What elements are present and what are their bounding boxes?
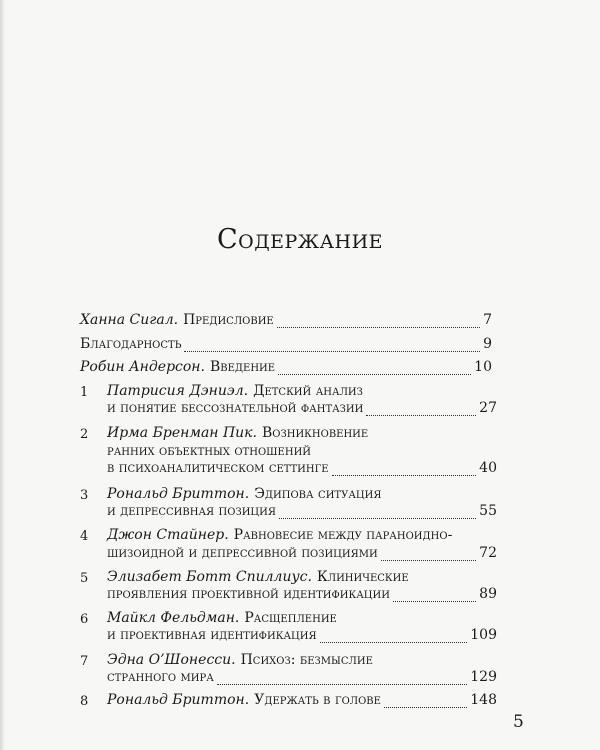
chapter-number: 5: [80, 571, 89, 586]
entry-page: 109: [470, 627, 497, 643]
entry-author: Ирма Бренман Пик.: [107, 425, 257, 441]
dot-leader: [217, 684, 467, 685]
entry-title-line2: странного мира: [107, 669, 214, 685]
entry-page: 10: [474, 359, 492, 375]
dot-leader: [279, 518, 476, 519]
entry-title-line1: Удержать в голове: [254, 692, 381, 708]
toc-entry-foreword[interactable]: [80, 312, 492, 332]
toc-entry-chapter-2-line3[interactable]: [107, 460, 497, 480]
entry-title-line1: Клинические: [316, 569, 409, 585]
entry-author: Ханна Сигал.: [80, 312, 179, 328]
chapter-number: 3: [80, 488, 89, 503]
entry-author: Робин Андерсон.: [80, 359, 205, 375]
toc-entry-chapter-2[interactable]: [107, 425, 497, 445]
entry-title-line1: Равновесие между параноидно-: [233, 527, 453, 543]
toc-entry-chapter-3-cont[interactable]: [107, 503, 497, 523]
entry-title-line3: в психоаналитическом сеттинге: [107, 460, 329, 476]
toc-entry-chapter-1-cont[interactable]: [107, 400, 497, 420]
entry-page: 148: [470, 692, 497, 708]
entry-title-line1: Эдипова ситуация: [254, 486, 382, 502]
entry-title-line2: и проективная идентификация: [107, 627, 317, 643]
chapter-number: 2: [80, 427, 89, 442]
toc-entry-chapter-8[interactable]: [107, 692, 497, 712]
dot-leader: [366, 415, 476, 416]
dot-leader: [277, 327, 480, 328]
toc-entry-chapter-4-cont[interactable]: [107, 545, 497, 565]
toc-entry-chapter-6-cont[interactable]: [107, 627, 497, 647]
chapter-number: 1: [80, 385, 89, 400]
entry-author: Патрисия Дэниэл.: [107, 383, 249, 399]
entry-author: Рональд Бриттон.: [107, 692, 250, 708]
entry-page: 129: [470, 669, 497, 685]
entry-page: 55: [479, 503, 497, 519]
entry-page: 89: [479, 586, 497, 602]
dot-leader: [381, 560, 477, 561]
page-title: Содержание: [216, 224, 384, 255]
page-number: 5: [513, 712, 524, 732]
entry-page: 27: [479, 400, 497, 416]
entry-title-line1: Психоз: безмыслие: [240, 652, 373, 668]
entry-title-line2: шизоидной и депрессивной позициями: [107, 545, 378, 561]
entry-title: Предисловие: [183, 312, 274, 328]
dot-leader: [320, 642, 468, 643]
entry-page: 9: [483, 336, 492, 352]
toc-entry-chapter-4[interactable]: [107, 527, 497, 547]
entry-author: Джон Стайнер.: [107, 527, 229, 543]
entry-title-line2: ранних объектных отношений: [107, 443, 312, 459]
chapter-number: 4: [80, 529, 89, 544]
entry-title-line1: Детский анализ: [253, 383, 363, 399]
dot-leader: [393, 601, 476, 602]
dot-leader: [384, 707, 467, 708]
dot-leader: [278, 374, 471, 375]
chapter-number: 6: [80, 612, 89, 627]
entry-title-line1: Возникновение: [262, 425, 369, 441]
dot-leader: [184, 351, 480, 352]
toc-entry-chapter-5-cont[interactable]: [107, 586, 497, 606]
entry-title: Введение: [209, 359, 276, 375]
chapter-number: 7: [80, 654, 89, 669]
entry-title: Благодарность: [80, 336, 182, 352]
entry-author: Эдна О’Шонесси.: [107, 652, 236, 668]
dot-leader: [332, 475, 477, 476]
chapter-number: 8: [80, 694, 89, 709]
entry-title-line2: и понятие бессознательной фантазии: [107, 400, 364, 416]
toc-entry-introduction[interactable]: [80, 359, 492, 379]
entry-author: Элизабет Ботт Спиллиус.: [107, 569, 312, 585]
entry-author: Майкл Фельдман.: [107, 610, 240, 626]
entry-page: 7: [483, 312, 492, 328]
toc-entry-chapter-7-cont[interactable]: [107, 669, 497, 689]
entry-title-line2: и депрессивная позиция: [107, 503, 276, 519]
entry-title-line1: Расщепление: [244, 610, 337, 626]
entry-page: 72: [479, 545, 497, 561]
entry-author: Рональд Бриттон.: [107, 486, 250, 502]
toc-entry-acknowledgements[interactable]: [80, 336, 492, 356]
entry-title-line2: проявления проективной идентификации: [107, 586, 390, 602]
entry-page: 40: [479, 460, 497, 476]
